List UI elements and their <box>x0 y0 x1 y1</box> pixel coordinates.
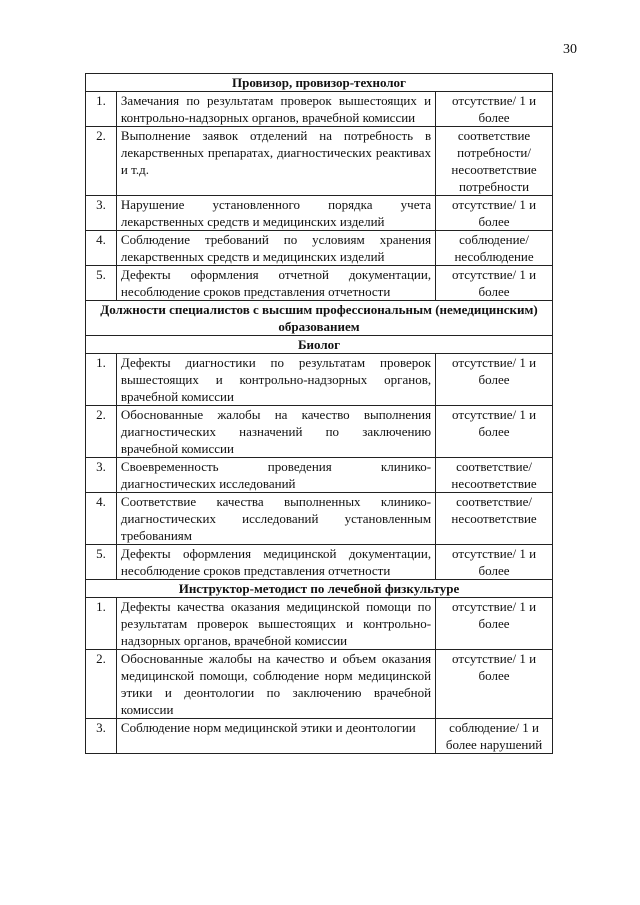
row-number: 5. <box>86 266 117 301</box>
table-row <box>86 266 553 301</box>
table-row <box>86 650 553 719</box>
table-row <box>86 458 553 493</box>
criterion-value: отсутствие/ 1 и более <box>436 406 553 458</box>
table-row <box>86 545 553 580</box>
table-row <box>86 231 553 266</box>
section-header-row <box>86 580 553 598</box>
criterion-text: Своевременность проведения клинико-диагностических исследований <box>116 458 435 493</box>
criterion-text: Дефекты диагностики по результатам проверок вышестоящих и контрольно-надзорных органов, врачебной комиссии <box>116 354 435 406</box>
criterion-text: Обоснованные жалобы на качество и объем оказания медицинской помощи, соблюдение норм медицинской этики и деонтологии по заключению врачебной комиссии <box>116 650 435 719</box>
criterion-value: отсутствие/ 1 и более <box>436 545 553 580</box>
criterion-text: Соответствие качества выполненных клинико-диагностических исследований установленным требованиям <box>116 493 435 545</box>
criterion-text: Соблюдение норм медицинской этики и деонтологии <box>116 719 435 754</box>
criterion-value: отсутствие/ 1 и более <box>436 354 553 406</box>
row-number: 4. <box>86 493 117 545</box>
criterion-text: Замечания по результатам проверок вышестоящих и контрольно-надзорных органов, врачебной комиссии <box>116 92 435 127</box>
criterion-value: соответствие потребности/ несоответствие потребности <box>436 127 553 196</box>
table-row <box>86 196 553 231</box>
table-row <box>86 493 553 545</box>
criterion-value: отсутствие/ 1 и более <box>436 266 553 301</box>
criterion-text: Выполнение заявок отделений на потребность в лекарственных препаратах, диагностических реактивах и т.д. <box>116 127 435 196</box>
section-title: Биолог <box>86 336 553 354</box>
row-number: 2. <box>86 127 117 196</box>
criterion-text: Дефекты качества оказания медицинской помощи по результатам проверок вышестоящих и контрольно-надзорных органов, врачебной комиссии <box>116 598 435 650</box>
criterion-value: соответствие/ несоответствие <box>436 458 553 493</box>
section-header-row <box>86 74 553 92</box>
row-number: 2. <box>86 406 117 458</box>
row-number: 2. <box>86 650 117 719</box>
row-number: 3. <box>86 719 117 754</box>
table-row <box>86 719 553 754</box>
criterion-value: отсутствие/ 1 и более <box>436 92 553 127</box>
criterion-value: соответствие/ несоответствие <box>436 493 553 545</box>
criterion-value: соблюдение/ 1 и более нарушений <box>436 719 553 754</box>
criterion-value: отсутствие/ 1 и более <box>436 598 553 650</box>
criteria-table <box>85 73 553 754</box>
criterion-text: Соблюдение требований по условиям хранения лекарственных средств и медицинских изделий <box>116 231 435 266</box>
criterion-text: Обоснованные жалобы на качество выполнения диагностических назначений по заключению врачебной комиссии <box>116 406 435 458</box>
row-number: 1. <box>86 354 117 406</box>
table-row <box>86 354 553 406</box>
table-row <box>86 598 553 650</box>
section-title: Должности специалистов с высшим профессиональным (немедицинским) образованием <box>86 301 553 336</box>
criterion-value: отсутствие/ 1 и более <box>436 196 553 231</box>
criterion-text: Дефекты оформления отчетной документации, несоблюдение сроков представления отчетности <box>116 266 435 301</box>
criterion-text: Дефекты оформления медицинской документации, несоблюдение сроков представления отчетности <box>116 545 435 580</box>
section-title: Провизор, провизор-технолог <box>86 74 553 92</box>
row-number: 4. <box>86 231 117 266</box>
criterion-text: Нарушение установленного порядка учета лекарственных средств и медицинских изделий <box>116 196 435 231</box>
section-title: Инструктор-методист по лечебной физкультуре <box>86 580 553 598</box>
row-number: 1. <box>86 92 117 127</box>
section-header-row <box>86 301 553 336</box>
criterion-value: отсутствие/ 1 и более <box>436 650 553 719</box>
section-header-row <box>86 336 553 354</box>
row-number: 1. <box>86 598 117 650</box>
row-number: 5. <box>86 545 117 580</box>
row-number: 3. <box>86 458 117 493</box>
table-row <box>86 127 553 196</box>
table-row <box>86 92 553 127</box>
table-row <box>86 406 553 458</box>
criterion-value: соблюдение/ несоблюдение <box>436 231 553 266</box>
page-number: 30 <box>563 42 577 57</box>
row-number: 3. <box>86 196 117 231</box>
